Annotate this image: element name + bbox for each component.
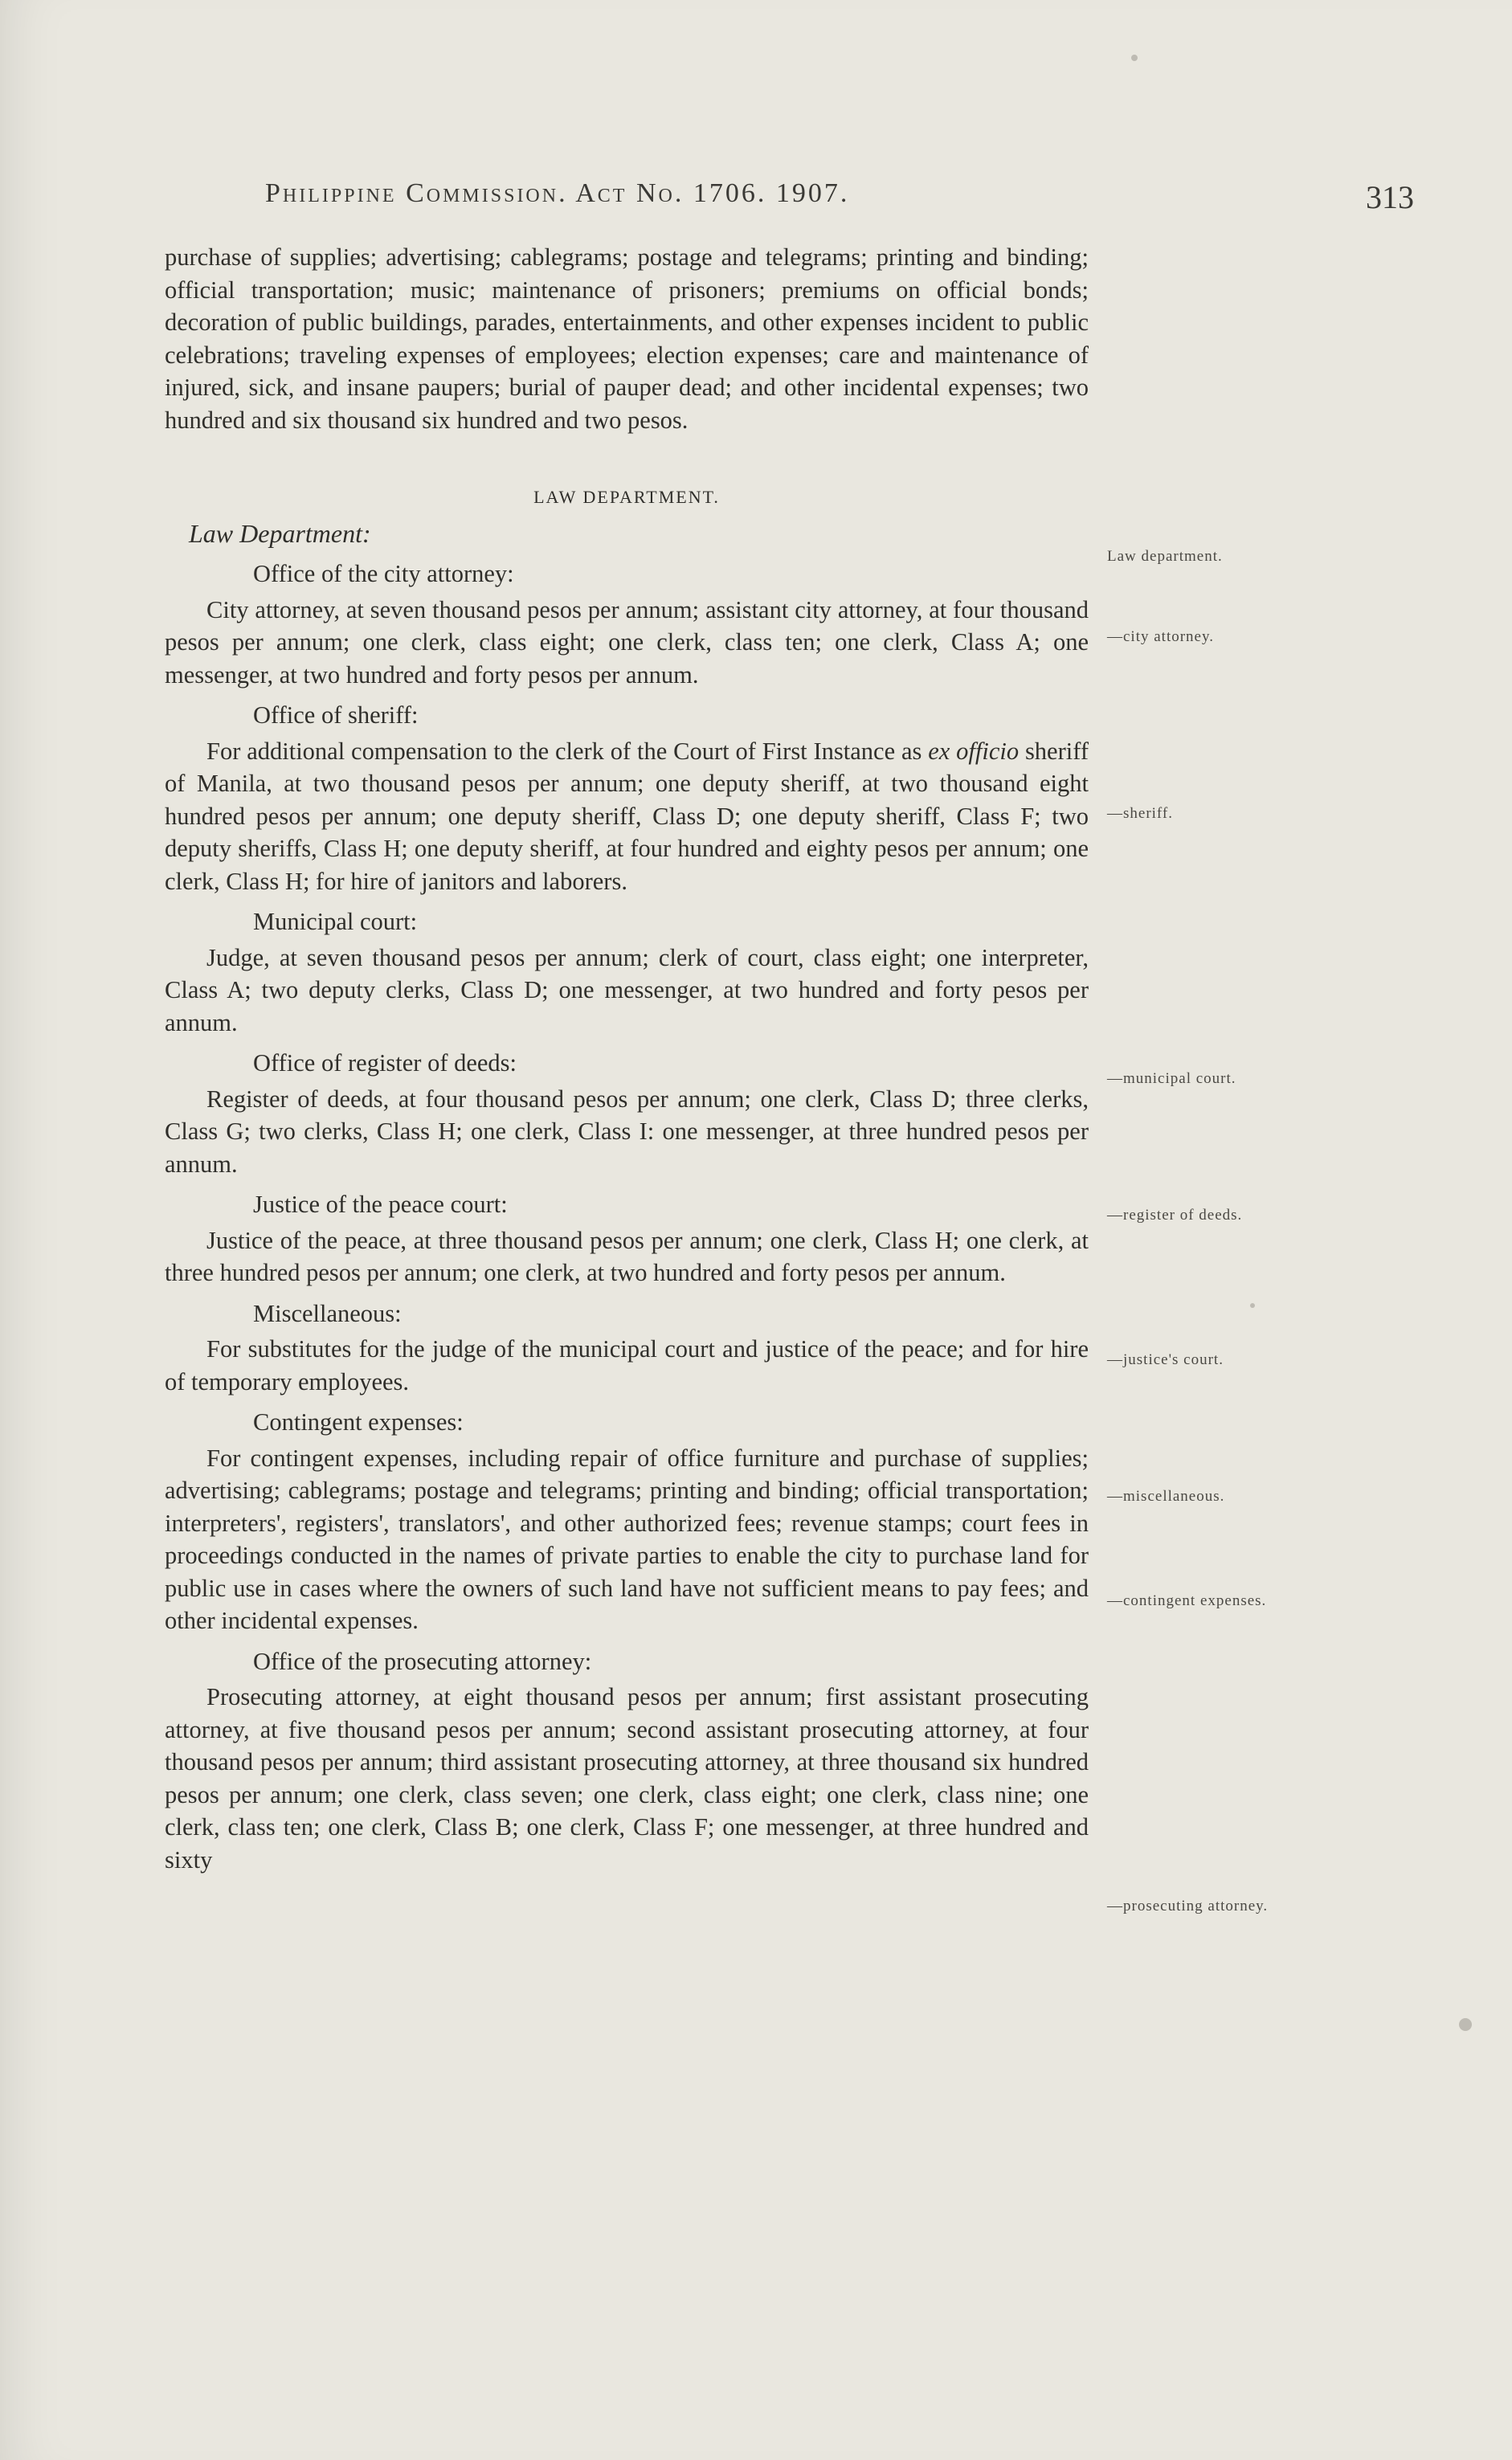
margin-note-city-attorney: —city attorney. (1107, 628, 1215, 645)
section-heading-municipal-court: Municipal court: (253, 908, 418, 935)
body-text (165, 241, 1089, 1876)
section-heading-prosecuting-attorney: Office of the prosecuting attorney: (253, 1647, 592, 1675)
department-heading: LAW DEPARTMENT. (533, 487, 720, 507)
section-heading-contingent-expenses: Contingent expenses: (253, 1408, 464, 1436)
intro-paragraph: purchase of supplies; advertising; cablegrams; postage and telegrams; printing and binding; official transportation; music; maintenance of prisoners; premiums on official bonds; decoration of public buildings, parades, entertainments, and other expenses incident to public celebrations; traveling expenses of employees; election expenses; care and maintenance of injured, sick, and insane paupers; burial of pauper dead; and other incidental expenses; two hundred and six thousand six hundred and two pesos. (165, 243, 1089, 434)
section-body-sheriff: For additional compensation to the clerk of the Court of First Instance as ex officio sheriff of Manila, at two thousand pesos per annum; one deputy sheriff, at two thousand eight hundred pesos per annum; one deputy sheriff, Class D; one deputy sheriff, Class F; two deputy sheriffs, Class H; one deputy sheriff, at four hundred and eighty pesos per annum; one clerk, Class H; for hire of janitors and laborers. (165, 737, 1089, 895)
section-heading-justice-court: Justice of the peace court: (253, 1191, 508, 1218)
margin-note-justice-court: —justice's court. (1107, 1351, 1224, 1368)
section-body-miscellaneous: For substitutes for the judge of the municipal court and justice of the peace; and for hire of temporary employees. (165, 1335, 1089, 1395)
section-heading-register-of-deeds: Office of register of deeds: (253, 1049, 517, 1077)
margin-note-municipal-court: —municipal court. (1107, 1070, 1236, 1087)
margin-note-law-department: Law department. (1107, 548, 1223, 565)
paper-speck (1459, 2018, 1472, 2031)
section-heading-sheriff: Office of sheriff: (253, 701, 419, 729)
margin-note-prosecuting-attorney: —prosecuting attorney. (1107, 1898, 1269, 1914)
section-heading-city-attorney: Office of the city attorney: (253, 560, 514, 587)
section-heading-miscellaneous: Miscellaneous: (253, 1299, 402, 1327)
section-body-city-attorney: City attorney, at seven thousand pesos per annum; assistant city attorney, at four thousand pesos per annum; one clerk, class eight; one clerk, class ten; one clerk, Class A; one messenger, at two hundred and forty pesos per annum. (165, 595, 1089, 689)
latin-phrase: ex officio (928, 737, 1020, 765)
paper-speck (1250, 1303, 1255, 1308)
section-body-register-of-deeds: Register of deeds, at four thousand pesos per annum; one clerk, Class D; three clerks, Class G; two clerks, Class H; one clerk, Class I: one messenger, at three hundred pesos per annum. (165, 1085, 1089, 1178)
page-number: 313 (1366, 179, 1414, 215)
section-body-municipal-court: Judge, at seven thousand pesos per annum; clerk of court, class eight; one interpreter, Class A; two deputy clerks, Class D; one messenger, at two hundred and forty pesos per annum. (165, 943, 1089, 1036)
margin-note-miscellaneous: —miscellaneous. (1107, 1488, 1225, 1505)
section-body-justice-court: Justice of the peace, at three thousand pesos per annum; one clerk, Class H; one clerk, at three hundred pesos per annum; one clerk, at two hundred and forty pesos per annum. (165, 1226, 1089, 1286)
margin-note-sheriff: —sheriff. (1107, 805, 1173, 822)
paper-speck (1131, 55, 1138, 61)
running-header: Philippine Commission. Act No. 1706. 1907. (265, 178, 850, 208)
section-body-prosecuting-attorney: Prosecuting attorney, at eight thousand pesos per annum; first assistant prosecuting attorney, at five thousand pesos per annum; second assistant prosecuting attorney, at four thousand pesos per annum; third assistant prosecuting attorney, at three thousand six hundred pesos per annum; one clerk, class seven; one clerk, class eight; one clerk, class nine; one clerk, class ten; one clerk, Class B; one clerk, Class F; one messenger, at three hundred and sixty (165, 1683, 1089, 1874)
department-subheading: Law Department: (189, 518, 371, 548)
margin-note-contingent-expenses: —contingent expenses. (1107, 1592, 1267, 1609)
section-body-contingent-expenses: For contingent expenses, including repair of office furniture and purchase of supplies; advertising; cablegrams; postage and telegrams; printing and binding; official transportation; interpreters', registers', translators', and other authorized fees; revenue stamps; court fees in proceedings conducted in the names of private parties to enable the city to purchase land for public use in cases where the owners of such land have not sufficient means to pay fees; and other incidental expenses. (165, 1444, 1089, 1634)
margin-note-register-of-deeds: —register of deeds. (1107, 1207, 1243, 1224)
